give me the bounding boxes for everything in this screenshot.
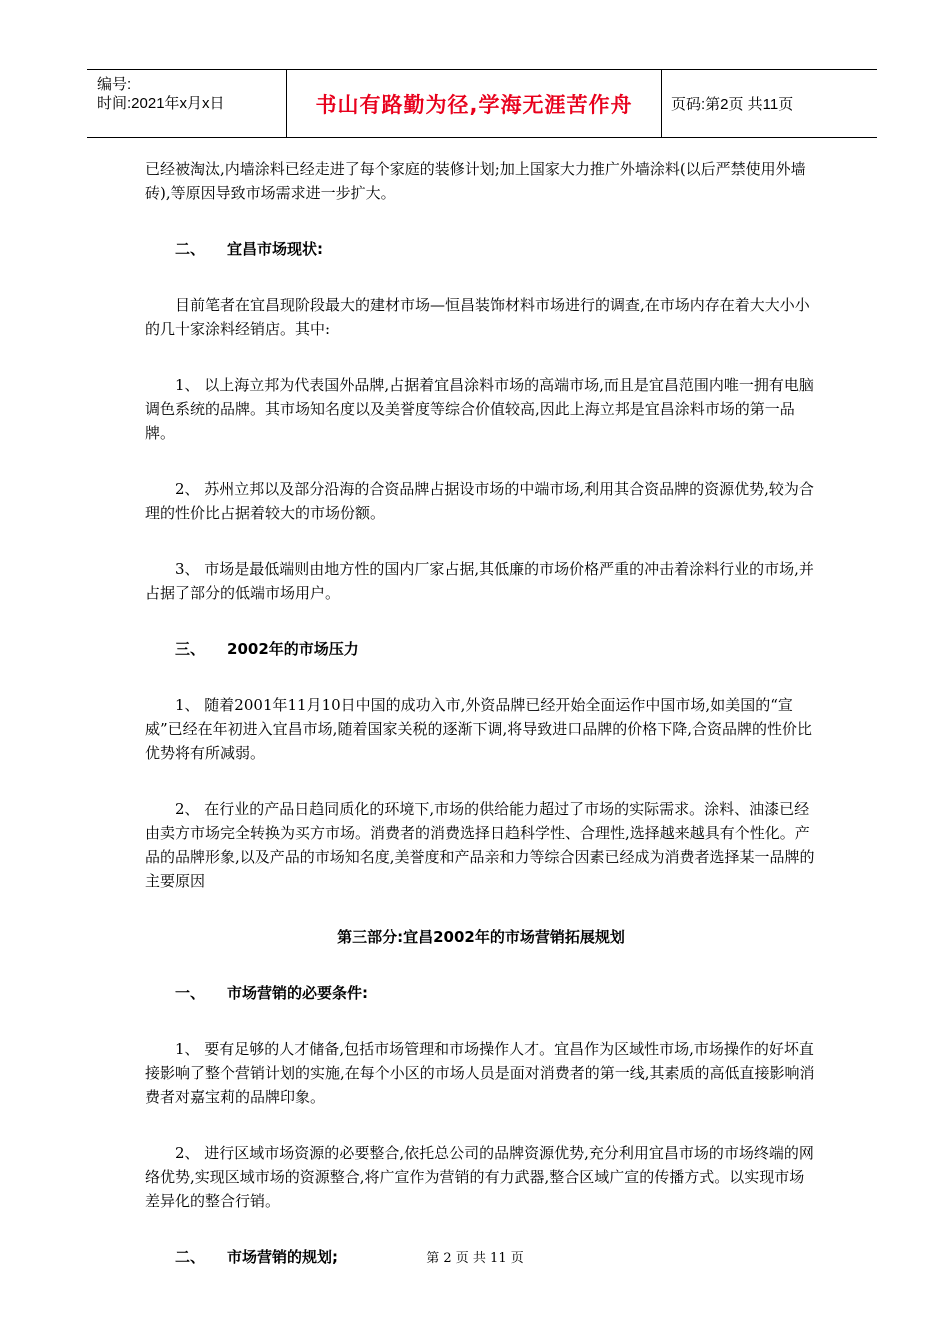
header-page-number: 页码:第2页 共11页 <box>671 96 794 113</box>
heading-text: 2002年的市场压力 <box>227 640 359 658</box>
list-item: 1、 随着2001年11月10日中国的成功入市,外资品牌已经开始全面运作中国市场,如美国的“宣威”已经在年初进入宜昌市场,随着国家关税的逐渐下调,将导致进口品牌的价格下降,合资品牌的性价比优势将有所减弱。 <box>145 696 812 762</box>
number-label: 编号: <box>97 76 132 93</box>
heading-text: 市场营销的规划; <box>227 1248 339 1266</box>
document-header <box>87 69 877 138</box>
section-heading <box>145 637 817 661</box>
list-item: 1、 要有足够的人才储备,包括市场管理和市场操作人才。宜昌作为区域性市场,市场操作的好坏直接影响了整个营销计划的实施,在每个小区的市场人员是面对消费者的第一线,其素质的高低直接影响消费者对嘉宝莉的品牌印象。 <box>145 1040 815 1106</box>
list-item: 2、 在行业的产品日趋同质化的环境下,市场的供给能力超过了市场的实际需求。涂料、油漆已经由卖方市场完全转换为买方市场。消费者的消费选择日趋科学性、合理性,选择越来越具有个性化。产品的品牌形象,以及产品的市场知名度,美誉度和产品亲和力等综合因素已经成为消费者选择某一品牌的主要原因 <box>145 800 815 890</box>
paragraph: 目前笔者在宜昌现阶段最大的建材市场—恒昌装饰材料市场进行的调查,在市场内存在着大大小小的几十家涂料经销店。其中: <box>145 296 810 338</box>
heading-number: 二、 <box>175 1248 206 1266</box>
time-label: 时间:2021年x月x日 <box>97 95 225 112</box>
list-item: 2、 进行区域市场资源的必要整合,依托总公司的品牌资源优势,充分利用宜昌市场的市场终端的网络优势,实现区域市场的资源整合,将广宣作为营销的有力武器,整合区域广宣的传播方式。以实现市场差异化的整合行销。 <box>145 1144 814 1210</box>
heading-number: 一、 <box>175 984 206 1002</box>
page-footer: 第 2 页 共 11 页 <box>426 1251 524 1266</box>
header-motto: 书山有路勤为径,学海无涯苦作舟 <box>287 70 662 137</box>
list-item: 3、 市场是最低端则由地方性的国内厂家占据,其低廉的市场价格严重的冲击着涂料行业的市场,并占据了部分的低端市场用户。 <box>145 560 814 602</box>
heading-number: 二、 <box>175 240 206 258</box>
heading-text: 市场营销的必要条件: <box>227 984 369 1002</box>
header-meta <box>87 70 287 137</box>
list-item: 1、 以上海立邦为代表国外品牌,占据着宜昌涂料市场的高端市场,而且是宜昌范围内唯一拥有电脑调色系统的品牌。其市场知名度以及美誉度等综合价值较高,因此上海立邦是宜昌涂料市场的第一品牌。 <box>145 376 814 442</box>
paragraph: 已经被淘汰,内墙涂料已经走进了每个家庭的装修计划;加上国家大力推广外墙涂料(以后严禁使用外墙砖),等原因导致市场需求进一步扩大。 <box>145 160 806 202</box>
section-heading <box>145 237 817 261</box>
heading-text: 宜昌市场现状: <box>227 240 324 258</box>
section-heading <box>145 981 817 1005</box>
document-body <box>145 157 817 1269</box>
heading-number: 三、 <box>175 640 206 658</box>
list-item: 2、 苏州立邦以及部分沿海的合资品牌占据设市场的中端市场,利用其合资品牌的资源优势,较为合理的性价比占据着较大的市场份额。 <box>145 480 814 522</box>
part-title: 第三部分:宜昌2002年的市场营销拓展规划 <box>337 928 625 946</box>
